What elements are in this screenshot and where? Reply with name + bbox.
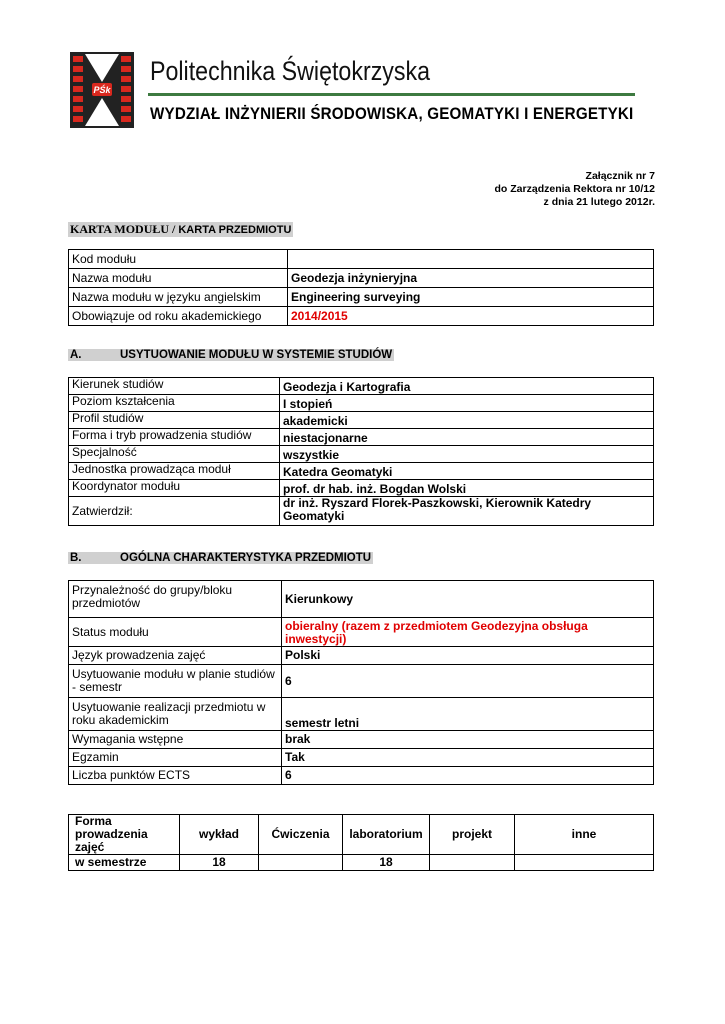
row-value: 6 bbox=[282, 767, 654, 785]
section-b-title: OGÓLNA CHARAKTERYSTYKA PRZEDMIOTU bbox=[120, 552, 372, 564]
row-label: Egzamin bbox=[69, 749, 282, 767]
annex-line-3: z dnia 21 lutego 2012r. bbox=[543, 196, 655, 208]
section-a-heading bbox=[68, 349, 394, 361]
row-label: Wymagania wstępne bbox=[69, 731, 282, 749]
table-row bbox=[69, 412, 654, 429]
table-header-row bbox=[69, 815, 654, 855]
header-form: Forma prowadzenia zajęć bbox=[69, 815, 180, 855]
section-a-table bbox=[68, 377, 654, 526]
table-row bbox=[69, 378, 654, 395]
row-value: prof. dr hab. inż. Bogdan Wolski bbox=[280, 480, 654, 497]
header-other: inne bbox=[515, 815, 654, 855]
row-label: Kierunek studiów bbox=[69, 378, 280, 395]
row-value: dr inż. Ryszard Florek-Paszkowski, Kierownik Katedry Geomatyki bbox=[280, 497, 654, 526]
row-label: Przynależność do grupy/bloku przedmiotów bbox=[69, 581, 282, 618]
table-row bbox=[69, 269, 654, 288]
row-label: Koordynator modułu bbox=[69, 480, 280, 497]
section-b-table bbox=[68, 580, 654, 785]
section-a-letter: A. bbox=[70, 349, 82, 361]
section-b-heading bbox=[68, 552, 373, 564]
row-label: Poziom kształcenia bbox=[69, 395, 280, 412]
header-project: projekt bbox=[430, 815, 515, 855]
faculty-name: WYDZIAŁ INŻYNIERII ŚRODOWISKA, GEOMATYKI I ENERGETYKI bbox=[150, 105, 634, 123]
row-label: Forma i tryb prowadzenia studiów bbox=[69, 429, 280, 446]
row-value: obieralny (razem z przedmiotem Geodezyjna obsługa inwestycji) bbox=[282, 618, 654, 647]
row-value: I stopień bbox=[280, 395, 654, 412]
annex-note bbox=[495, 170, 655, 209]
card-title-b: KARTA PRZEDMIOTU bbox=[178, 224, 292, 236]
row-value: akademicki bbox=[280, 412, 654, 429]
row-label: Jednostka prowadząca moduł bbox=[69, 463, 280, 480]
table-row bbox=[69, 429, 654, 446]
table-row bbox=[69, 731, 654, 749]
table-row bbox=[69, 855, 654, 871]
row-value: Kierunkowy bbox=[282, 581, 654, 618]
laboratory-hours: 18 bbox=[343, 855, 430, 871]
table-row bbox=[69, 463, 654, 480]
exercises-hours bbox=[259, 855, 343, 871]
card-title-a: KARTA MODUŁU / bbox=[70, 222, 179, 236]
valid-from-label: Obowiązuje od roku akademickiego bbox=[69, 307, 288, 326]
module-code-label: Kod modułu bbox=[69, 250, 288, 269]
row-value: niestacjonarne bbox=[280, 429, 654, 446]
module-name-en-value: Engineering surveying bbox=[288, 288, 654, 307]
row-value: Polski bbox=[282, 647, 654, 665]
table-row bbox=[69, 446, 654, 463]
module-table bbox=[68, 249, 654, 326]
header-lecture: wykład bbox=[180, 815, 259, 855]
row-label: Usytuowanie modułu w planie studiów - semestr bbox=[69, 665, 282, 698]
university-logo bbox=[70, 52, 134, 128]
header-exercises: Ćwiczenia bbox=[259, 815, 343, 855]
university-name: Politechnika Świętokrzyska bbox=[150, 56, 431, 86]
module-code-value bbox=[288, 250, 654, 269]
module-name-label: Nazwa modułu bbox=[69, 269, 288, 288]
row-label: Usytuowanie realizacji przedmiotu w roku akademickim bbox=[69, 698, 282, 731]
row-value: Geodezja i Kartografia bbox=[280, 378, 654, 395]
table-row bbox=[69, 480, 654, 497]
table-row bbox=[69, 698, 654, 731]
row-label: Profil studiów bbox=[69, 412, 280, 429]
module-name-en-label: Nazwa modułu w języku angielskim bbox=[69, 288, 288, 307]
forms-table bbox=[68, 814, 654, 871]
annex-line-2: do Zarządzenia Rektora nr 10/12 bbox=[494, 183, 655, 195]
row-label: Status modułu bbox=[69, 618, 282, 647]
row-label: Język prowadzenia zajęć bbox=[69, 647, 282, 665]
table-row bbox=[69, 395, 654, 412]
table-row bbox=[69, 749, 654, 767]
header-laboratory: laboratorium bbox=[343, 815, 430, 855]
card-title bbox=[68, 222, 293, 237]
table-row bbox=[69, 767, 654, 785]
row-label: Liczba punktów ECTS bbox=[69, 767, 282, 785]
project-hours bbox=[430, 855, 515, 871]
row-value: Katedra Geomatyki bbox=[280, 463, 654, 480]
table-row bbox=[69, 581, 654, 618]
table-row bbox=[69, 250, 654, 269]
annex-line-1: Załącznik nr 7 bbox=[585, 170, 655, 182]
table-row bbox=[69, 647, 654, 665]
valid-from-value: 2014/2015 bbox=[288, 307, 654, 326]
other-hours bbox=[515, 855, 654, 871]
logo-text: PŚk bbox=[93, 85, 111, 95]
table-row bbox=[69, 497, 654, 526]
table-row bbox=[69, 307, 654, 326]
section-b-letter: B. bbox=[70, 552, 82, 564]
row-value: wszystkie bbox=[280, 446, 654, 463]
row-value: Tak bbox=[282, 749, 654, 767]
table-row bbox=[69, 618, 654, 647]
header-divider bbox=[148, 93, 635, 96]
row-label: Specjalność bbox=[69, 446, 280, 463]
lecture-hours: 18 bbox=[180, 855, 259, 871]
row-value: 6 bbox=[282, 665, 654, 698]
table-row bbox=[69, 665, 654, 698]
row-semester-label: w semestrze bbox=[69, 855, 180, 871]
table-row bbox=[69, 288, 654, 307]
row-value: semestr letni bbox=[282, 698, 654, 731]
module-name-value: Geodezja inżynieryjna bbox=[288, 269, 654, 288]
section-a-title: USYTUOWANIE MODUŁU W SYSTEMIE STUDIÓW bbox=[120, 349, 393, 361]
row-label: Zatwierdził: bbox=[69, 497, 280, 526]
row-value: brak bbox=[282, 731, 654, 749]
